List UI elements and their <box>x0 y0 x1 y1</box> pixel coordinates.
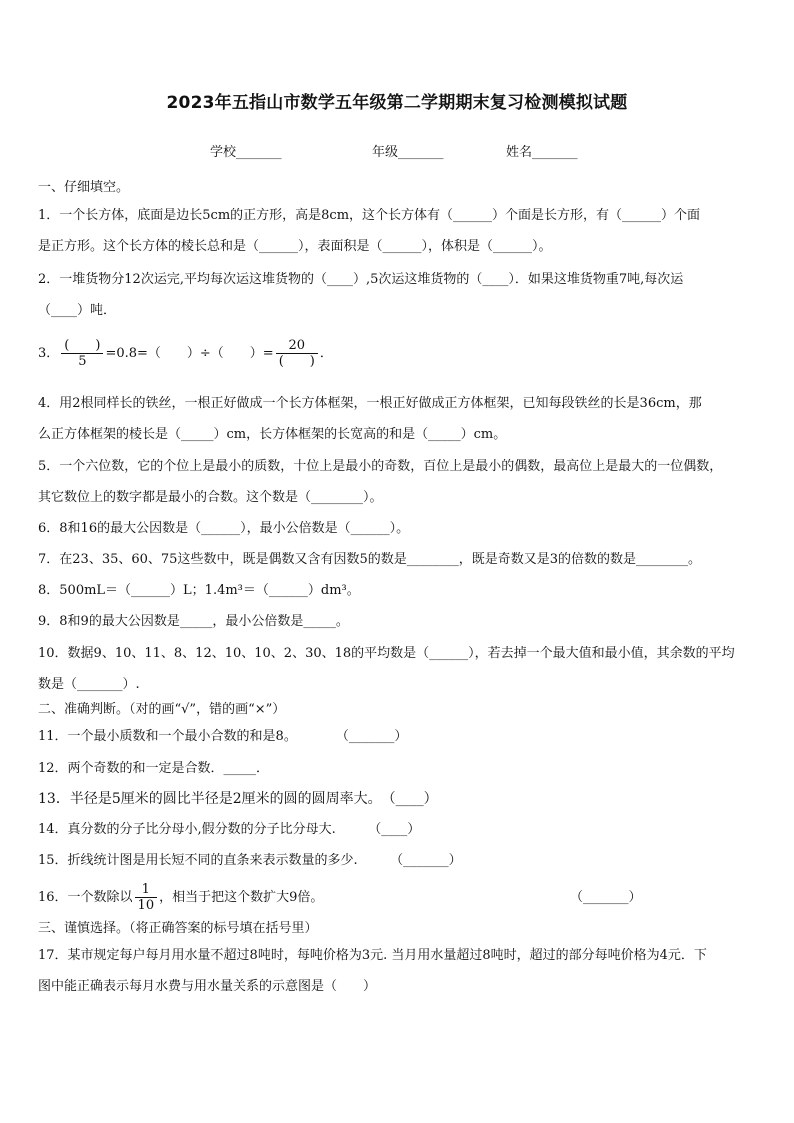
question-7: 7．在23、35、60、75这些数中，既是偶数又含有因数5的数是________，既是奇数又是3的倍数的数是________。 <box>38 552 701 567</box>
question-16 <box>38 878 323 918</box>
question-4-line-1: 4．用2根同样长的铁丝，一根正好做成一个长方体框架，一根正好做成正方体框架，已知每段铁丝的长是36cm，那 <box>38 396 702 411</box>
question-3-middle: =0.8=（ ）÷（ ）= <box>105 346 274 361</box>
section-heading-choice: 三、谨慎选择。（将正确答案的标号填在括号里） <box>38 921 318 936</box>
question-10-line-1: 10．数据9、10、11、8、12、10、10、2、30、18的平均数是（______），若去掉一个最大值和最小值，其余数的平均 <box>38 646 735 661</box>
question-17-line-1: 17．某市规定每户每月用水量不超过8吨时，每吨价格为3元. 当月用水量超过8吨时，超过的部分每吨价格为4元．下 <box>38 948 707 963</box>
question-17-line-2: 图中能正确表示每月水费与用水量关系的示意图是（ ） <box>38 979 377 994</box>
fraction-one-tenth <box>135 882 158 913</box>
name-field: 姓名_______ <box>506 145 578 160</box>
fraction-one-tenth-numerator: 1 <box>135 882 158 898</box>
question-16-middle: ，相当于把这个数扩大9倍。 <box>159 890 324 905</box>
question-5-line-1: 5．一个六位数，它的个位上是最小的质数，十位上是最小的奇数，百位上是最小的偶数，最高位上是最大的一位偶数， <box>38 459 723 474</box>
question-16-answer-blank: （_______） <box>570 890 642 905</box>
question-4-line-2: 么正方体框架的棱长是（_____）cm，长方体框架的长宽高的和是（_____）cm。 <box>38 427 507 442</box>
question-10-line-2: 数是（_______）. <box>38 677 140 692</box>
fraction-2-denominator: ( ) <box>278 354 315 369</box>
fraction-1-numerator: ( ) <box>61 338 103 354</box>
section-heading-fill: 一、仔细填空。 <box>38 180 130 195</box>
question-1-line-2: 是正方形。这个长方体的棱长总和是（______），表面积是（______），体积是（______）。 <box>38 239 552 254</box>
fraction-one-tenth-denominator: 10 <box>137 898 155 913</box>
question-3-prefix: 3． <box>38 346 60 361</box>
question-3-end: ． <box>319 346 333 361</box>
question-13: 13．半径是5厘米的圆比半径是2厘米的圆的圆周率大。 （____） <box>38 791 438 807</box>
fraction-2 <box>276 338 318 369</box>
fraction-1-denominator: 5 <box>78 354 87 369</box>
page-title: 2023年五指山市数学五年级第二学期期末复习检测模拟试题 <box>166 93 628 113</box>
question-16-prefix: 16．一个数除以 <box>38 890 133 905</box>
question-3 <box>38 334 333 374</box>
question-12: 12．两个奇数的和一定是合数．_____． <box>38 761 270 776</box>
question-6: 6．8和16的最大公因数是（______），最小公倍数是（______）。 <box>38 521 410 536</box>
question-14: 14．真分数的分子比分母小,假分数的分子比分母大. （____） <box>38 822 421 837</box>
question-11: 11．一个最小质数和一个最小合数的和是8。 （_______） <box>38 729 408 744</box>
question-9: 9．8和9的最大公因数是_____，最小公倍数是_____。 <box>38 614 349 629</box>
question-1-line-1: 1．一个长方体，底面是边长5cm的正方形，高是8cm，这个长方体有（______）个面是长方形，有（______）个面 <box>38 208 701 223</box>
question-8: 8．500mL＝（______）L；1.4m³＝（______）dm³。 <box>38 583 360 598</box>
grade-field: 年级_______ <box>372 145 444 160</box>
fraction-1 <box>61 338 103 369</box>
question-2-line-2: （____）吨． <box>38 303 117 318</box>
school-field: 学校_______ <box>210 145 282 160</box>
question-5-line-2: 其它数位上的数字都是最小的合数。这个数是（________）。 <box>38 490 383 505</box>
question-2-line-1: 2．一堆货物分12次运完,平均每次运这堆货物的（____）,5次运这堆货物的（____）．如果这堆货物重7吨,每次运 <box>38 272 684 287</box>
fraction-2-numerator: 20 <box>276 338 318 354</box>
section-heading-judge: 二、准确判断。（对的画“√”，错的画“×”） <box>38 702 286 717</box>
question-15: 15．折线统计图是用长短不同的直条来表示数量的多少. （_______） <box>38 853 462 868</box>
